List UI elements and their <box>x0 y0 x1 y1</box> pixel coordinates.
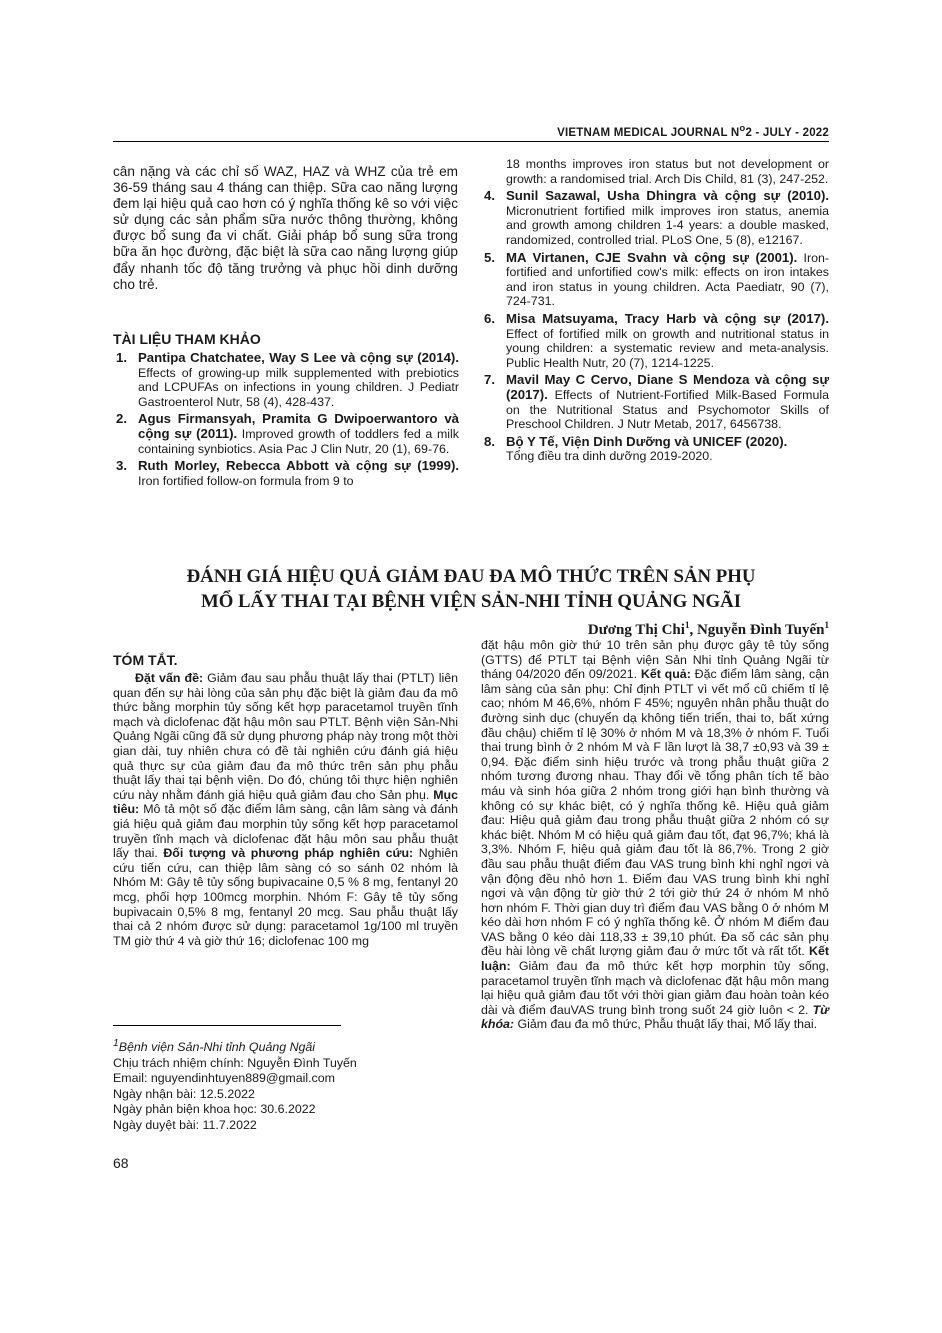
reference-number: 1. <box>116 350 127 365</box>
journal-name: VIETNAM MEDICAL JOURNAL N <box>557 126 740 139</box>
summary-heading: TÓM TẮT. <box>113 652 178 668</box>
reference-item <box>113 412 459 456</box>
abstract-label-conclusion: Kết luận: <box>481 944 829 974</box>
reference-text: 18 months improves iron status but not development or growth: a randomised trial. Arch Dis Child, 81 (3), 247-252. <box>506 157 829 186</box>
page-number: 68 <box>113 1155 129 1171</box>
author-separator: , <box>689 622 697 638</box>
footnote-reviewed: Ngày phản biện khoa học: 30.6.2022 <box>113 1102 316 1117</box>
author-name: Dương Thị Chi <box>587 622 685 638</box>
reference-text: Tổng điều tra dinh dưỡng 2019-2020. <box>506 449 713 464</box>
footnote-affiliation-sup: 1 <box>113 1038 119 1049</box>
reference-item <box>481 312 829 370</box>
reference-text: Iron fortified follow-on formula from 9 to <box>138 473 354 488</box>
article-title-line1: ĐÁNH GIÁ HIỆU QUẢ GIẢM ĐAU ĐA MÔ THỨC TRÊN SẢN PHỤ <box>186 566 756 587</box>
reference-text: Effect of fortified milk on growth and nutritional status in young children: a systematic review and meta-analysis. Public Health Nutr, 20 (7), 1214-1225. <box>506 326 829 370</box>
reference-number: 8. <box>484 433 495 449</box>
header-divider <box>113 141 829 142</box>
reference-authors: Mavil May C Cervo, Diane S Mendoza và cộng sự (2017). <box>506 372 829 402</box>
reference-text: Improved growth of toddlers fed a milk containing synbiotics. Asia Pac J Clin Nutr, 20 (1), 69-76. <box>138 426 459 456</box>
journal-header <box>113 123 829 139</box>
issue-date: 2 - JULY - 2022 <box>745 126 829 139</box>
reference-authors: Ruth Morley, Rebecca Abbott và cộng sự (1999). <box>138 458 459 474</box>
reference-authors: Sunil Sazawal, Usha Dhingra và cộng sự (2010). <box>506 188 829 204</box>
reference-item <box>481 373 829 431</box>
reference-text: Effects of Nutrient-Fortified Milk-Based Formula on the Nutritional Status and Psychomotor Skills of Preschool Children. J Nutr Metab, 2017, 6456738. <box>506 387 829 432</box>
footnote-email: Email: nguyendinhtuyen889@gmail.com <box>113 1071 335 1086</box>
article-title <box>113 564 829 614</box>
reference-authors: Agus Firmansyah, Pramita G Dwipoerwantoro và cộng sự (2011). <box>138 411 459 441</box>
abstract-background: Giảm đau sau phẫu thuật lấy thai (PTLT) liên quan đến sự hài lòng của sản phụ đặc biệt là giảm đau đa mô thức bằng morphin tủy sống kết hợp paracetamol truyền tĩnh mạch và diclofenac đặt hậu môn sau PTLT. Bệnh viện Sản-Nhi Quảng Ngãi cũng đã sử dụng phương pháp này trong một thời gian dài, tuy nhiên chưa có đề tài nghiên cứu đánh giá hiệu quả thực sự của giảm đau đa mô thức trên sản phụ phẫu thuật lấy thai tại bệnh viện. Do đó, chúng tôi thực hiện nghiên cứu này nhằm đánh giá hiệu quả giảm đau cho Sản phụ. <box>113 671 458 802</box>
reference-continuation <box>481 157 829 186</box>
footnote-affiliation <box>113 1036 458 1056</box>
abstract-objective: Mô tả một số đặc điểm lâm sàng, cận lâm sàng và đánh giá hiệu quả giảm đau morphin tủy sống kết hợp paracetamol truyền tĩnh mạch và diclofenac đặt hậu môn sau phẫu thuật lấy thai. <box>113 802 458 861</box>
reference-item <box>113 459 459 488</box>
abstract-label-keywords: Từ khóa: <box>481 1002 829 1032</box>
footnote-received: Ngày nhận bài: 12.5.2022 <box>113 1086 255 1101</box>
reference-number: 4. <box>484 188 495 204</box>
author-affiliation-sup: 1 <box>684 620 690 630</box>
issue-sup: o <box>739 123 746 134</box>
footnotes <box>113 1036 458 1133</box>
footnote-responsible: Chịu trách nhiệm chính: Nguyễn Đình Tuyến <box>113 1055 357 1070</box>
author-affiliation-sup: 1 <box>824 620 829 630</box>
reference-text: Effects of growing-up milk supplemented with prebiotics and LCPUFAs on infections in young children. J Pediatr Gastroenterol Nutr, 58 (4), 428-437. <box>138 365 459 409</box>
abstract-results: Đặc điểm lâm sàng, cận lâm sàng của sản phụ: Chỉ định PTLT vì vết mổ cũ chiếm tỉ lệ cao; nhóm M 46,6%, nhóm F 45%; nguyên nhân phẫu thuật do đường sinh dục (chuyển dạ không tiến triển, thai to, bất xứng đầu chậu) chiếm tỉ lệ 30% ở nhóm M và 18,3% ở nhóm F. Tuổi thai trung bình ở 2 nhóm M và F lần lượt là 38,7 ±0,93 và 39 ± 0,94. Đặc điểm sinh hiệu trước và trong phẫu thuật giữa 2 nhóm tương đương nhau. Thay đổi về tổng phân tích tế bào máu và sinh hóa giữa 2 nhóm trong giới hạn bình thường và không có sự khác biệt, có ý nghĩa thống kê. Hiệu quả giảm đau: Hiệu quả giảm đau trong phẫu thuật giữa 2 nhóm có sự khác biệt. Nhóm M có hiệu quả giảm đau tốt, đạt 96,7%; khá là 3,3%. Nhóm F, hiệu quả giảm đau tốt là 86,7%. Trong 2 giờ đầu sau phẫu thuật điểm đau VAS trung bình khi nghỉ ngơi và vận động đều nhỏ hơn 1. Điểm đau VAS trung bình khi nghỉ ngơi và vận động từ giờ thứ 2 tới giờ thứ 24 ở nhóm M nhỏ hơn nhóm F. Thời gian duy trì điểm đau VAS bằng 0 ở nhóm M kéo dài hơn nhóm F có ý nghĩa thống kê. Ở nhóm M điểm đau VAS bằng 0 kéo dài 118,33 ± 39,10 phút. Đa số các sản phụ đều hài lòng về chất lượng giảm đau ở mức tốt và rất tốt. <box>481 667 829 959</box>
reference-text: Micronutrient fortified milk improves iron status, anemia and growth among children 1-4 years: a double masked, randomized, controlled trial. PLoS One, 5 (8), e12167. <box>506 203 829 247</box>
reference-item <box>481 189 829 247</box>
reference-authors: Misa Matsuyama, Tracy Harb và cộng sự (2017). <box>506 310 829 326</box>
footnote-affiliation-text: Bệnh viện Sản-Nhi tỉnh Quảng Ngãi <box>118 1040 316 1055</box>
reference-text: Iron-fortified and unfortified cow's milk: effects on iron intakes and iron status in young children. Acta Paediatr, 90 (7), 724-731. <box>506 250 829 309</box>
footnote-accepted: Ngày duyệt bài: 11.7.2022 <box>113 1117 257 1132</box>
reference-authors: MA Virtanen, CJE Svahn và cộng sự (2001). <box>506 249 798 265</box>
abstract-methods-continued: đặt hậu môn giờ thứ 10 trên sản phụ được gây tê tủy sống (GTTS) để PTLT tại Bệnh viện Sản Nhi tỉnh Quảng Ngãi từ tháng 04/2020 đến 09/2021. <box>481 638 829 682</box>
abstract-left-column <box>113 671 458 948</box>
author-name: Nguyễn Đình Tuyến <box>696 622 825 638</box>
article-authors <box>113 620 829 639</box>
reference-item <box>481 251 829 309</box>
reference-authors: Bộ Y Tế, Viện Dinh Dưỡng và UNICEF (2020). <box>506 433 788 449</box>
reference-item <box>113 351 459 409</box>
reference-number: 3. <box>116 458 127 474</box>
footnote-divider <box>113 1025 341 1026</box>
abstract-label-results: Kết quả: <box>640 667 691 682</box>
abstract-label-background: Đặt vấn đề: <box>135 671 204 685</box>
references-heading: TÀI LIỆU THAM KHẢO <box>113 331 261 347</box>
reference-number: 5. <box>484 249 495 265</box>
reference-number: 2. <box>116 411 127 427</box>
abstract-right-column <box>481 638 829 1032</box>
reference-number: 7. <box>484 372 495 388</box>
references-list-left <box>113 351 459 491</box>
intro-paragraph: cân nặng và các chỉ số WAZ, HAZ và WHZ của trẻ em 36-59 tháng sau 4 tháng can thiệp. Sữa cao năng lượng đem lại hiệu quả cao hơn có ý nghĩa thống kê so với việc sử dụng các sản phẩm sữa nước thông thường, không được bổ sung đa vi chất. Giải pháp bổ sung sữa trong bữa ăn học đường, đặc biệt là sữa cao năng lượng giúp đẩy nhanh tốc độ tăng trưởng và phục hồi dinh dưỡng cho trẻ. <box>113 164 458 292</box>
article-title-line2: MỔ LẤY THAI TẠI BỆNH VIỆN SẢN-NHI TỈNH QUẢNG NGÃI <box>200 591 742 612</box>
abstract-keywords: Giảm đau đa mô thức, Phẫu thuật lấy thai, Mổ lấy thai. <box>514 1017 818 1032</box>
reference-number: 6. <box>484 310 495 326</box>
abstract-label-objective: Mục tiêu: <box>113 787 458 817</box>
abstract-label-methods: Đối tượng và phương pháp nghiên cứu: <box>163 846 414 861</box>
references-list-right <box>481 157 829 467</box>
abstract-conclusion: Giảm đau đa mô thức kết hợp morphin tủy sống, paracetamol truyền tĩnh mạch và diclofenac đặt hậu môn mang lại hiệu quả giảm đau tốt với thời gian giảm đau hoàn toàn kéo dài và điểm đauVAS trung bình trong suốt 24 giờ luôn < 2. <box>481 959 829 1017</box>
abstract-methods: Nghiên cứu tiến cứu, can thiệp lâm sàng có so sánh 02 nhóm là Nhóm M: Gây tê tủy sống bupivacaine 0,5 % 8 mg, fentanyl 20 mcg, phối hợp 100mcg morphin. Nhóm F: Gây tê tủy sống bupivacain 0,5% 8 mg, fentanyl 20 mcg. Sau phẫu thuật lấy thai cả 2 nhóm được sử dụng: paracetamol 1g/100 ml truyền TM giờ thứ 4 và giờ thứ 16; diclofenac 100 mg <box>113 846 458 948</box>
reference-authors: Pantipa Chatchatee, Way S Lee và cộng sự (2014). <box>138 350 459 365</box>
reference-item <box>481 435 829 464</box>
